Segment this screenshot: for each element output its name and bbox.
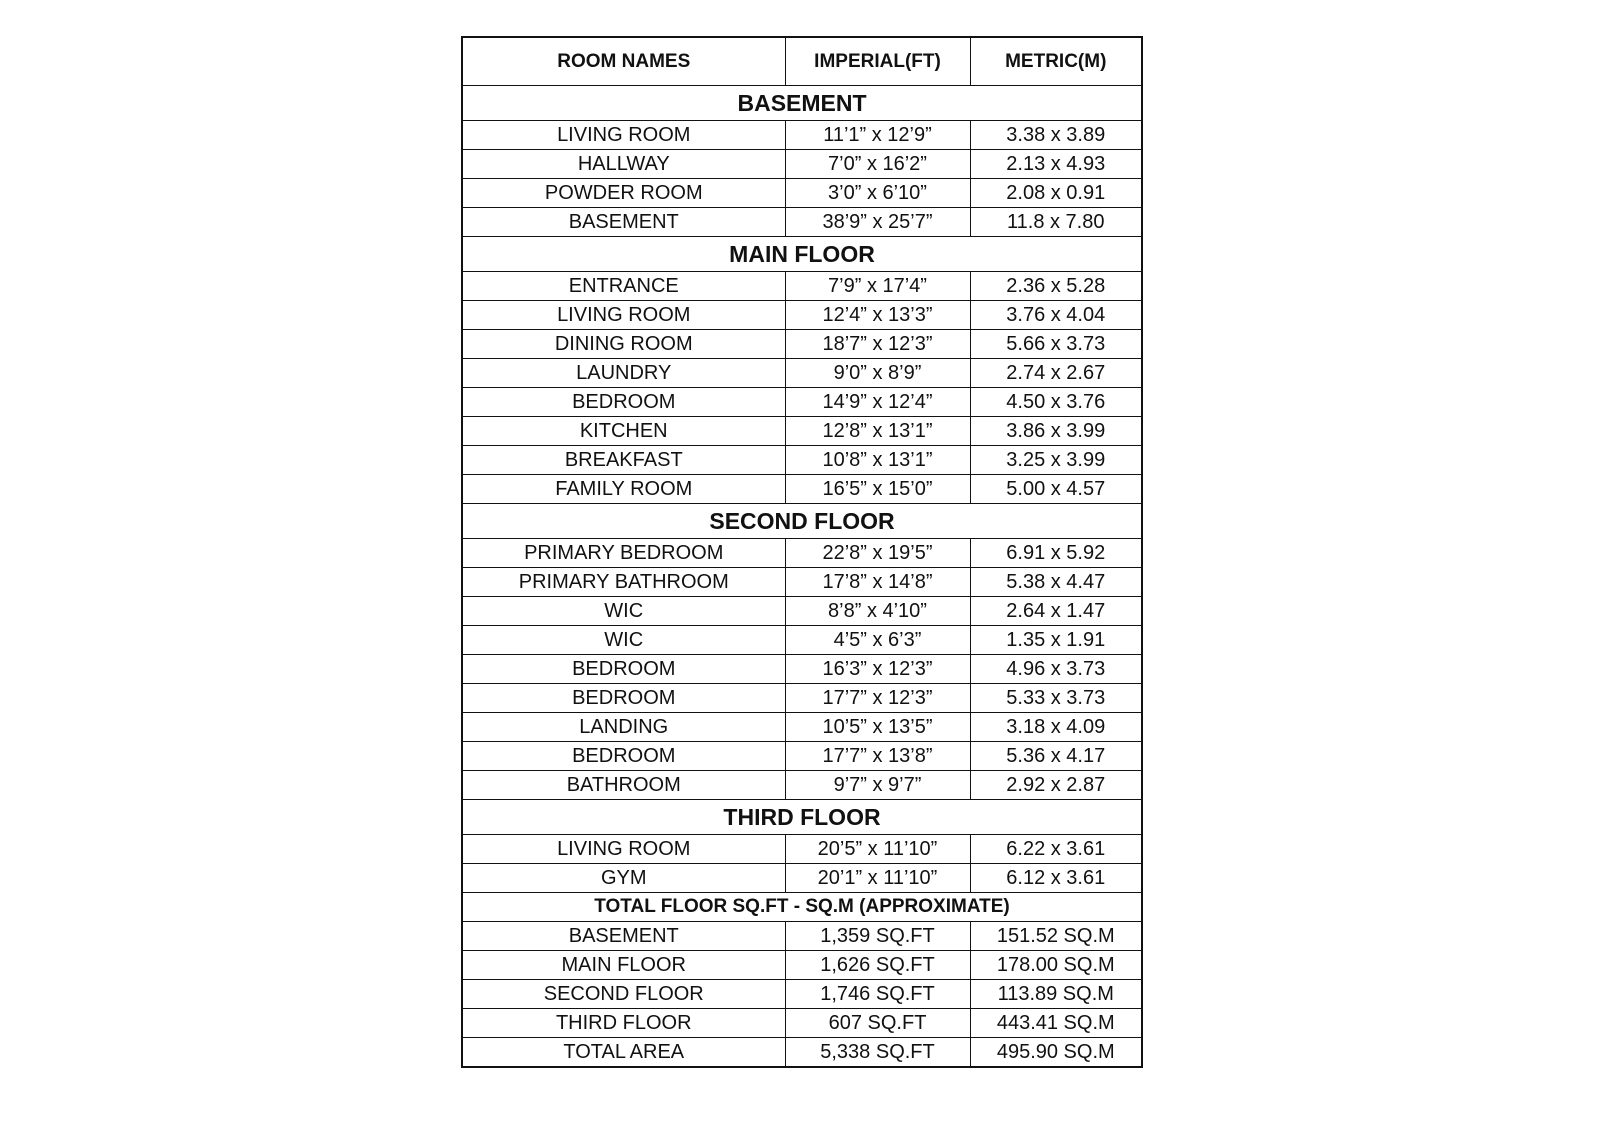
table-row: [462, 475, 1142, 504]
imperial-cell: 38’9” x 25’7”: [785, 208, 970, 237]
room-name-cell: POWDER ROOM: [462, 179, 785, 208]
metric-cell: 1.35 x 1.91: [970, 626, 1142, 655]
imperial-cell: 10’5” x 13’5”: [785, 713, 970, 742]
metric-cell: 3.18 x 4.09: [970, 713, 1142, 742]
metric-cell: 2.13 x 4.93: [970, 150, 1142, 179]
metric-cell: 4.96 x 3.73: [970, 655, 1142, 684]
imperial-cell: 20’5” x 11’10”: [785, 835, 970, 864]
table-row: [462, 597, 1142, 626]
table-body: [462, 86, 1142, 1068]
metric-cell: 151.52 SQ.M: [970, 922, 1142, 951]
room-name-cell: THIRD FLOOR: [462, 1009, 785, 1038]
metric-cell: 3.76 x 4.04: [970, 301, 1142, 330]
table-row: [462, 446, 1142, 475]
table-row: [462, 626, 1142, 655]
imperial-cell: 16’3” x 12’3”: [785, 655, 970, 684]
room-name-cell: BATHROOM: [462, 771, 785, 800]
metric-cell: 178.00 SQ.M: [970, 951, 1142, 980]
room-name-cell: PRIMARY BATHROOM: [462, 568, 785, 597]
table-row: [462, 179, 1142, 208]
imperial-cell: 1,626 SQ.FT: [785, 951, 970, 980]
table-header-row: [462, 37, 1142, 86]
table-row: [462, 951, 1142, 980]
metric-cell: 4.50 x 3.76: [970, 388, 1142, 417]
metric-cell: 2.36 x 5.28: [970, 272, 1142, 301]
section-header: [462, 86, 1142, 121]
room-name-cell: BREAKFAST: [462, 446, 785, 475]
table-row: [462, 208, 1142, 237]
table-row: [462, 359, 1142, 388]
imperial-cell: 1,359 SQ.FT: [785, 922, 970, 951]
imperial-cell: 17’8” x 14’8”: [785, 568, 970, 597]
table-row: [462, 684, 1142, 713]
imperial-cell: 17’7” x 13’8”: [785, 742, 970, 771]
room-name-cell: BASEMENT: [462, 922, 785, 951]
room-name-cell: LIVING ROOM: [462, 121, 785, 150]
section-header: [462, 504, 1142, 539]
room-name-cell: SECOND FLOOR: [462, 980, 785, 1009]
table-row: [462, 330, 1142, 359]
imperial-cell: 7’9” x 17’4”: [785, 272, 970, 301]
metric-cell: 3.86 x 3.99: [970, 417, 1142, 446]
metric-cell: 113.89 SQ.M: [970, 980, 1142, 1009]
imperial-cell: 1,746 SQ.FT: [785, 980, 970, 1009]
room-name-cell: PRIMARY BEDROOM: [462, 539, 785, 568]
metric-cell: 2.08 x 0.91: [970, 179, 1142, 208]
table-row: [462, 742, 1142, 771]
imperial-cell: 9’0” x 8’9”: [785, 359, 970, 388]
metric-cell: 443.41 SQ.M: [970, 1009, 1142, 1038]
imperial-cell: 3’0” x 6’10”: [785, 179, 970, 208]
metric-cell: 6.91 x 5.92: [970, 539, 1142, 568]
metric-cell: 5.38 x 4.47: [970, 568, 1142, 597]
table-row: [462, 272, 1142, 301]
table-row: [462, 713, 1142, 742]
table-row: [462, 417, 1142, 446]
room-name-cell: WIC: [462, 597, 785, 626]
table-row: [462, 864, 1142, 893]
table-row: [462, 150, 1142, 179]
metric-cell: 6.22 x 3.61: [970, 835, 1142, 864]
room-name-cell: FAMILY ROOM: [462, 475, 785, 504]
metric-cell: 2.64 x 1.47: [970, 597, 1142, 626]
table-row: [462, 568, 1142, 597]
metric-cell: 5.00 x 4.57: [970, 475, 1142, 504]
imperial-cell: 607 SQ.FT: [785, 1009, 970, 1038]
imperial-cell: 5,338 SQ.FT: [785, 1038, 970, 1068]
room-name-cell: MAIN FLOOR: [462, 951, 785, 980]
table-row: [462, 301, 1142, 330]
room-name-cell: WIC: [462, 626, 785, 655]
room-name-cell: GYM: [462, 864, 785, 893]
section-header-title: THIRD FLOOR: [462, 800, 1142, 835]
imperial-cell: 12’8” x 13’1”: [785, 417, 970, 446]
room-name-cell: DINING ROOM: [462, 330, 785, 359]
imperial-cell: 12’4” x 13’3”: [785, 301, 970, 330]
table-row: [462, 922, 1142, 951]
table-row: [462, 388, 1142, 417]
metric-cell: 2.74 x 2.67: [970, 359, 1142, 388]
metric-cell: 6.12 x 3.61: [970, 864, 1142, 893]
metric-cell: 2.92 x 2.87: [970, 771, 1142, 800]
room-name-cell: TOTAL AREA: [462, 1038, 785, 1068]
table-row: [462, 539, 1142, 568]
header-metric: METRIC(M): [970, 37, 1142, 86]
imperial-cell: 22’8” x 19’5”: [785, 539, 970, 568]
metric-cell: 5.36 x 4.17: [970, 742, 1142, 771]
room-name-cell: BEDROOM: [462, 655, 785, 684]
imperial-cell: 14’9” x 12’4”: [785, 388, 970, 417]
header-imperial: IMPERIAL(FT): [785, 37, 970, 86]
imperial-cell: 8’8” x 4’10”: [785, 597, 970, 626]
imperial-cell: 7’0” x 16’2”: [785, 150, 970, 179]
section-header-title: SECOND FLOOR: [462, 504, 1142, 539]
room-name-cell: BEDROOM: [462, 742, 785, 771]
room-name-cell: LANDING: [462, 713, 785, 742]
room-name-cell: KITCHEN: [462, 417, 785, 446]
imperial-cell: 10’8” x 13’1”: [785, 446, 970, 475]
room-dimensions-table: [461, 36, 1143, 1068]
table-row: [462, 771, 1142, 800]
imperial-cell: 4’5” x 6’3”: [785, 626, 970, 655]
metric-cell: 5.66 x 3.73: [970, 330, 1142, 359]
table-row: [462, 1009, 1142, 1038]
metric-cell: 495.90 SQ.M: [970, 1038, 1142, 1068]
metric-cell: 11.8 x 7.80: [970, 208, 1142, 237]
imperial-cell: 16’5” x 15’0”: [785, 475, 970, 504]
table-row: [462, 835, 1142, 864]
room-name-cell: LIVING ROOM: [462, 835, 785, 864]
section-header-title: MAIN FLOOR: [462, 237, 1142, 272]
imperial-cell: 9’7” x 9’7”: [785, 771, 970, 800]
imperial-cell: 20’1” x 11’10”: [785, 864, 970, 893]
section-header-title: BASEMENT: [462, 86, 1142, 121]
room-name-cell: LIVING ROOM: [462, 301, 785, 330]
room-name-cell: BEDROOM: [462, 388, 785, 417]
imperial-cell: 11’1” x 12’9”: [785, 121, 970, 150]
section-header: [462, 237, 1142, 272]
totals-header-title: TOTAL FLOOR SQ.FT - SQ.M (APPROXIMATE): [462, 893, 1142, 922]
table-row: [462, 1038, 1142, 1068]
imperial-cell: 18’7” x 12’3”: [785, 330, 970, 359]
section-header: [462, 800, 1142, 835]
metric-cell: 3.25 x 3.99: [970, 446, 1142, 475]
header-room-names: ROOM NAMES: [462, 37, 785, 86]
room-name-cell: LAUNDRY: [462, 359, 785, 388]
table-row: [462, 655, 1142, 684]
room-name-cell: HALLWAY: [462, 150, 785, 179]
totals-header: [462, 893, 1142, 922]
room-name-cell: BASEMENT: [462, 208, 785, 237]
room-name-cell: BEDROOM: [462, 684, 785, 713]
room-name-cell: ENTRANCE: [462, 272, 785, 301]
imperial-cell: 17’7” x 12’3”: [785, 684, 970, 713]
metric-cell: 5.33 x 3.73: [970, 684, 1142, 713]
metric-cell: 3.38 x 3.89: [970, 121, 1142, 150]
table-row: [462, 980, 1142, 1009]
table-row: [462, 121, 1142, 150]
